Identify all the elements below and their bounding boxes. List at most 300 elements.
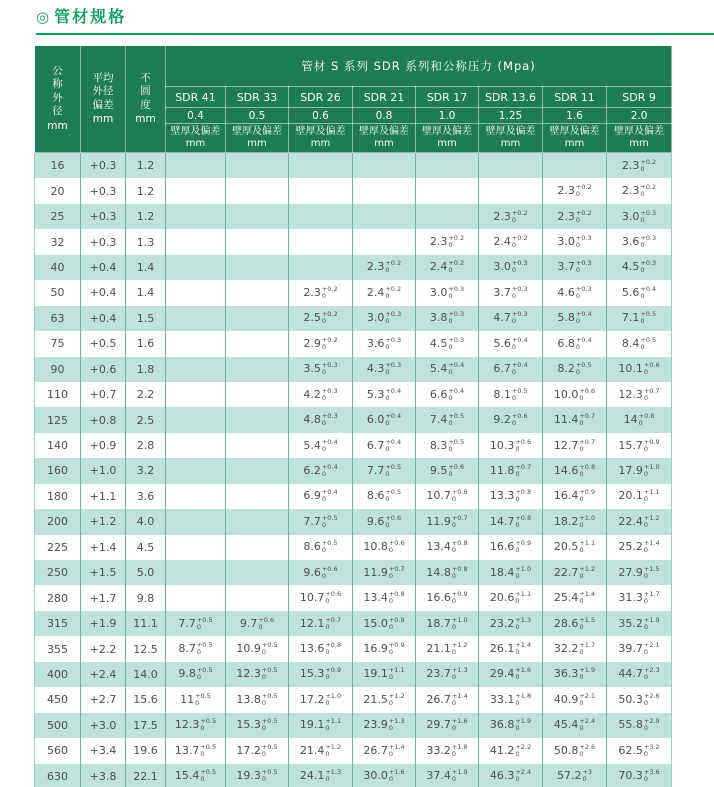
tolerance-plus: +0.5: [448, 437, 465, 446]
tolerance-stack: [200, 744, 216, 758]
col-header-sdr-group: 管材 S 系列 SDR 系列和公称压力 (Mpa): [166, 46, 672, 87]
tolerance-stack: [579, 617, 595, 631]
wall-value: 10.3: [489, 438, 515, 452]
tolerance-minus: 0: [195, 698, 200, 707]
tolerance-stack: [448, 337, 464, 351]
wall-value: 13.3: [489, 489, 515, 503]
tolerance-minus: 0: [640, 317, 645, 326]
tolerance-minus: 0: [385, 419, 390, 428]
wall-value: 5.8: [557, 311, 575, 325]
pressure-header: 0.4: [166, 108, 226, 124]
cell-od-deviation: +0.9: [81, 433, 126, 458]
tolerance-minus: 0: [321, 546, 326, 555]
tolerance-stack: [452, 642, 468, 656]
tolerance-plus: +1.2: [388, 691, 405, 700]
tolerance-stack: [579, 642, 595, 656]
wall-value: 13.6: [299, 642, 325, 656]
cell-wall-thickness: [479, 611, 543, 636]
tolerance-plus: +1.3: [451, 666, 468, 675]
wall-value: 14.6: [553, 463, 579, 477]
wall-value: 2.3: [303, 285, 321, 299]
tolerance-minus: 0: [451, 520, 456, 529]
cell-wall-thickness: [416, 382, 479, 407]
sdr-name-header: SDR 11: [543, 87, 607, 108]
tolerance-stack: [448, 464, 464, 478]
tolerance-stack: [644, 617, 660, 631]
tolerance-minus: 0: [448, 444, 453, 453]
tolerance-plus: +0.8: [388, 590, 405, 599]
wall-value: 6.6: [429, 387, 448, 401]
tolerance-stack: [644, 515, 660, 529]
wall-value: 3.6: [366, 336, 385, 350]
tolerance-plus: +1.9: [451, 768, 468, 777]
cell-wall-thickness: [166, 178, 226, 203]
pressure-header: 1.6: [543, 108, 607, 124]
wall-value: 9.6: [303, 565, 321, 579]
tolerance-stack: [385, 388, 401, 402]
cell-wall-thickness: [226, 585, 289, 610]
wall-value: 40.9: [553, 692, 579, 706]
wall-value: 31.3: [618, 591, 643, 605]
tolerance-minus: 0: [515, 648, 520, 657]
wall-unit: mm: [629, 138, 649, 149]
tolerance-plus: +0.7: [515, 462, 532, 471]
table-row: [35, 306, 672, 331]
table-row: [35, 458, 672, 483]
tolerance-stack: [448, 413, 464, 427]
tolerance-stack: [322, 388, 338, 402]
cell-nominal-od: 32: [50, 235, 65, 249]
tolerance-plus: +1.9: [579, 666, 596, 675]
wall-value: 33.2: [426, 743, 451, 757]
tolerance-minus: 0: [451, 597, 456, 606]
cell-wall-thickness: [479, 433, 543, 458]
tolerance-plus: +1.0: [579, 513, 596, 522]
cell-wall-thickness: [353, 636, 416, 661]
wall-value: 2.4: [366, 285, 385, 299]
tolerance-stack: [640, 260, 656, 274]
wall-value: 15.0: [363, 616, 388, 630]
tolerance-minus: 0: [385, 266, 390, 275]
cell-ovality: 11.1: [126, 611, 166, 636]
cell-od-deviation: +2.2: [81, 636, 126, 661]
wall-value: 8.1: [493, 387, 511, 401]
tolerance-minus: 0: [643, 724, 649, 733]
cell-wall-thickness: [226, 662, 289, 687]
cell-wall-thickness: [226, 382, 289, 407]
wall-unit: mm: [185, 138, 206, 149]
tolerance-stack: [262, 744, 278, 758]
cell-wall-thickness: [416, 433, 479, 458]
tolerance-stack: [582, 769, 592, 783]
wall-value: 21.5: [363, 692, 388, 706]
tolerance-plus: +0.4: [385, 386, 402, 395]
wall-value: 70.3: [618, 769, 643, 783]
cell-wall-thickness: [226, 687, 289, 712]
cell-nominal-od: 450: [47, 693, 68, 707]
cell-wall-thickness: [289, 535, 353, 560]
cell-nominal-od: 560: [47, 744, 68, 758]
table-row: [35, 636, 672, 661]
wall-value: 2.3: [621, 158, 640, 172]
tolerance-stack: [385, 286, 401, 300]
tolerance-plus: +1.8: [451, 742, 468, 751]
cell-wall-thickness: [226, 280, 289, 305]
cell-nominal-od: 180: [47, 489, 68, 503]
wall-value: 12.3: [618, 387, 643, 401]
tolerance-stack: [385, 362, 401, 376]
cell-wall-thickness: [166, 738, 226, 763]
tolerance-minus: 0: [511, 317, 516, 326]
cell-wall-thickness: [607, 764, 672, 787]
tolerance-plus: +0.3: [385, 310, 402, 319]
cell-od-deviation: +0.4: [81, 280, 126, 305]
tolerance-stack: [322, 286, 338, 300]
cell-wall-thickness: [166, 433, 226, 458]
cell-nominal-od: 630: [47, 769, 68, 783]
table-body: [35, 153, 672, 787]
wall-value: 7.1: [621, 311, 640, 325]
tolerance-minus: 0: [196, 622, 201, 631]
tolerance-stack: [579, 540, 595, 554]
tolerance-minus: 0: [579, 444, 584, 453]
tolerance-plus: +1.5: [579, 615, 596, 624]
pipe-spec-table: [34, 45, 672, 787]
tolerance-stack: [576, 235, 592, 249]
tolerance-minus: 0: [582, 775, 587, 784]
cell-wall-thickness: [166, 535, 226, 560]
cell-wall-thickness: [543, 204, 607, 229]
pressure-header: 1.0: [416, 108, 479, 124]
tolerance-plus: +0.6: [579, 386, 596, 395]
cell-wall-thickness: [607, 713, 672, 738]
tolerance-plus: +0.7: [579, 437, 596, 446]
tolerance-minus: 0: [511, 291, 516, 300]
tolerance-stack: [452, 489, 468, 503]
tolerance-minus: 0: [640, 241, 645, 250]
wall-value: 4.5: [621, 260, 640, 274]
cell-wall-thickness: [607, 611, 672, 636]
cell-wall-thickness: [166, 153, 226, 179]
cell-wall-thickness: [479, 331, 543, 356]
cell-wall-thickness: [543, 636, 607, 661]
tolerance-minus: 0: [385, 469, 390, 478]
tolerance-plus: +1.4: [451, 691, 468, 700]
tolerance-plus: +0.2: [640, 157, 657, 166]
tolerance-stack: [515, 489, 531, 503]
tolerance-stack: [640, 235, 656, 249]
tolerance-stack: [389, 718, 405, 732]
cell-wall-thickness: [289, 509, 353, 534]
cell-wall-thickness: [289, 713, 353, 738]
tolerance-minus: 0: [579, 749, 584, 758]
wall-value: 6.2: [303, 463, 321, 477]
wall-value: 15.3: [236, 718, 261, 732]
tolerance-minus: 0: [388, 571, 393, 580]
tolerance-plus: +0.3: [385, 361, 402, 370]
tolerance-stack: [644, 693, 660, 707]
cell-wall-thickness: [416, 662, 479, 687]
header-line: 外: [52, 91, 63, 104]
tolerance-minus: 0: [451, 749, 456, 758]
cell-wall-thickness: [289, 662, 353, 687]
tolerance-stack: [389, 566, 405, 580]
cell-wall-thickness: [607, 229, 672, 254]
wall-value: 2.4: [429, 260, 448, 274]
cell-wall-thickness: [353, 331, 416, 356]
wall-value: 37.4: [426, 769, 451, 783]
wall-value: 11.4: [553, 413, 579, 427]
table-row: [35, 662, 672, 687]
tolerance-plus: +0.8: [638, 412, 655, 421]
tolerance-stack: [640, 210, 656, 224]
tolerance-minus: 0: [385, 495, 390, 504]
tolerance-stack: [325, 693, 341, 707]
cell-wall-thickness: [166, 764, 226, 787]
cell-nominal-od: 200: [47, 515, 68, 529]
cell-ovality: 1.3: [126, 229, 166, 254]
cell-wall-thickness: [353, 611, 416, 636]
cell-wall-thickness: [226, 407, 289, 432]
tolerance-stack: [452, 617, 468, 631]
tolerance-stack: [579, 566, 595, 580]
wall-value: 9.7: [239, 616, 258, 630]
tolerance-stack: [512, 260, 528, 274]
tolerance-stack: [325, 718, 341, 732]
tolerance-stack: [515, 744, 531, 758]
cell-ovality: 17.5: [126, 713, 166, 738]
header-line: 偏差: [92, 98, 114, 111]
cell-wall-thickness: [166, 407, 226, 432]
wall-value: 17.9: [618, 463, 643, 477]
wall-value: 3.7: [493, 285, 511, 299]
tolerance-stack: [389, 769, 405, 783]
tolerance-plus: +0.2: [575, 208, 592, 217]
wall-value: 11.8: [489, 463, 515, 477]
wall-value: 7.7: [366, 463, 385, 477]
wall-value: 11.9: [426, 514, 451, 528]
cell-wall-thickness: [166, 204, 226, 229]
wall-value: 28.6: [553, 616, 579, 630]
tolerance-minus: 0: [448, 419, 453, 428]
cell-wall-thickness: [353, 713, 416, 738]
pressure-header: 0.8: [353, 108, 416, 124]
tolerance-minus: 0: [579, 393, 584, 402]
sdr-name-header: SDR 21: [353, 87, 416, 108]
tolerance-minus: 0: [448, 469, 453, 478]
tolerance-plus: +0.5: [640, 310, 657, 319]
wall-label: 壁厚及偏差: [614, 126, 665, 137]
tolerance-minus: 0: [448, 291, 453, 300]
cell-wall-thickness: [479, 560, 543, 585]
cell-wall-thickness: [607, 280, 672, 305]
cell-wall-thickness: [479, 636, 543, 661]
cell-wall-thickness: [226, 484, 289, 509]
cell-wall-thickness: [166, 484, 226, 509]
cell-ovality: 3.2: [126, 458, 166, 483]
wall-label: 壁厚及偏差: [549, 126, 600, 137]
cell-wall-thickness: [166, 255, 226, 280]
wall-value: 20.6: [489, 591, 515, 605]
tolerance-plus: +1.7: [579, 641, 596, 650]
wall-value: 29.4: [489, 667, 515, 681]
cell-od-deviation: +0.3: [81, 153, 126, 179]
tolerance-minus: 0: [261, 698, 266, 707]
header-line: 度: [140, 98, 151, 111]
tolerance-plus: +1.9: [515, 717, 532, 726]
cell-wall-thickness: [289, 153, 353, 179]
tolerance-plus: +0.3: [640, 234, 657, 243]
tolerance-stack: [385, 439, 401, 453]
cell-wall-thickness: [607, 331, 672, 356]
wall-value: 8.6: [366, 489, 385, 503]
tolerance-plus: +0.3: [640, 208, 657, 217]
table-row: [35, 407, 672, 432]
tolerance-plus: +0.3: [511, 259, 528, 268]
tolerance-plus: +2.6: [643, 691, 660, 700]
col-header-nominal-od: [35, 46, 81, 153]
cell-wall-thickness: [543, 484, 607, 509]
table-row: [35, 484, 672, 509]
cell-wall-thickness: [353, 458, 416, 483]
cell-nominal-od: 355: [47, 642, 68, 656]
wall-value: 3.0: [493, 260, 511, 274]
cell-wall-thickness: [353, 204, 416, 229]
tolerance-plus: +0.6: [258, 615, 275, 624]
cell-wall-thickness: [353, 560, 416, 585]
tolerance-minus: 0: [321, 291, 326, 300]
tolerance-stack: [448, 362, 464, 376]
tolerance-stack: [515, 693, 531, 707]
tolerance-minus: 0: [640, 164, 645, 173]
wall-value: 16.6: [489, 540, 515, 554]
wall-value: 8.6: [303, 540, 321, 554]
tolerance-minus: 0: [261, 724, 266, 733]
tolerance-plus: +1.3: [515, 615, 532, 624]
wall-value: 57.2: [556, 769, 582, 783]
tolerance-minus: 0: [640, 190, 645, 199]
cell-wall-thickness: [543, 357, 607, 382]
cell-wall-thickness: [543, 662, 607, 687]
wall-value: 27.9: [618, 565, 643, 579]
table-row: [35, 204, 672, 229]
wall-value: 26.7: [363, 743, 388, 757]
tolerance-minus: 0: [385, 291, 390, 300]
tolerance-minus: 0: [388, 597, 393, 606]
cell-wall-thickness: [353, 687, 416, 712]
cell-wall-thickness: [226, 229, 289, 254]
tolerance-stack: [452, 591, 468, 605]
tolerance-minus: 0: [640, 215, 645, 224]
tolerance-minus: 0: [388, 698, 393, 707]
table-row: [35, 178, 672, 203]
cell-wall-thickness: [607, 306, 672, 331]
tolerance-minus: 0: [451, 673, 456, 682]
tolerance-minus: 0: [388, 648, 393, 657]
cell-wall-thickness: [226, 433, 289, 458]
tolerance-stack: [200, 718, 216, 732]
cell-wall-thickness: [607, 357, 672, 382]
tolerance-minus: 0: [643, 673, 649, 682]
cell-ovality: 14.0: [126, 662, 166, 687]
sdr-name-header: SDR 13.6: [479, 87, 543, 108]
tolerance-minus: 0: [579, 419, 584, 428]
cell-wall-thickness: [226, 306, 289, 331]
cell-wall-thickness: [289, 204, 353, 229]
tolerance-stack: [452, 718, 468, 732]
cell-wall-thickness: [289, 255, 353, 280]
header-line: 圆: [140, 85, 151, 97]
tolerance-plus: +0.7: [643, 386, 660, 395]
cell-wall-thickness: [416, 204, 479, 229]
tolerance-stack: [322, 540, 338, 554]
cell-wall-thickness: [416, 229, 479, 254]
tolerance-plus: +0.3: [511, 284, 528, 293]
tolerance-stack: [639, 413, 655, 427]
cell-wall-thickness: [479, 764, 543, 787]
tolerance-minus: 0: [448, 317, 453, 326]
cell-wall-thickness: [289, 331, 353, 356]
tolerance-plus: +0.4: [385, 437, 402, 446]
tolerance-plus: +0.6: [321, 564, 338, 573]
cell-wall-thickness: [607, 636, 672, 661]
tolerance-plus: +0.2: [640, 183, 657, 192]
tolerance-minus: 0: [451, 571, 456, 580]
sdr-name-header: SDR 26: [289, 87, 353, 108]
cell-wall-thickness: [226, 713, 289, 738]
cell-wall-thickness: [353, 306, 416, 331]
cell-wall-thickness: [543, 764, 607, 787]
wall-value: 22.7: [553, 565, 579, 579]
wall-value: 7.7: [178, 616, 196, 630]
tolerance-stack: [576, 337, 592, 351]
tolerance-plus: +0.8: [515, 513, 532, 522]
table-row: [35, 535, 672, 560]
cell-wall-thickness: [289, 306, 353, 331]
tolerance-stack: [262, 693, 278, 707]
wall-value: 50.8: [553, 743, 579, 757]
tolerance-minus: 0: [579, 546, 584, 555]
wall-value: 7.4: [429, 413, 448, 427]
cell-wall-thickness: [479, 229, 543, 254]
tolerance-minus: 0: [321, 342, 326, 351]
wall-value: 19.1: [363, 667, 388, 681]
wall-value: 39.7: [618, 642, 643, 656]
tolerance-minus: 0: [643, 469, 649, 478]
cell-wall-thickness: [607, 535, 672, 560]
wall-value: 18.7: [426, 616, 451, 630]
cell-ovality: 9.8: [126, 585, 166, 610]
table-header: [35, 46, 672, 153]
cell-wall-thickness: [607, 509, 672, 534]
tolerance-stack: [322, 566, 338, 580]
tolerance-stack: [515, 540, 531, 554]
cell-wall-thickness: [607, 433, 672, 458]
tolerance-plus: +0.8: [451, 539, 468, 548]
wall-value: 50.3: [618, 692, 643, 706]
wall-value: 12.3: [236, 667, 261, 681]
tolerance-plus: +0.5: [640, 335, 657, 344]
tolerance-plus: +1.0: [643, 462, 660, 471]
tolerance-stack: [579, 693, 595, 707]
tolerance-minus: 0: [640, 266, 645, 275]
tolerance-plus: +0.6: [515, 437, 532, 446]
tolerance-minus: 0: [261, 648, 266, 657]
header-row-group: [35, 46, 672, 87]
tolerance-minus: 0: [511, 215, 516, 224]
tolerance-plus: +1.2: [643, 513, 660, 522]
tolerance-stack: [385, 413, 401, 427]
